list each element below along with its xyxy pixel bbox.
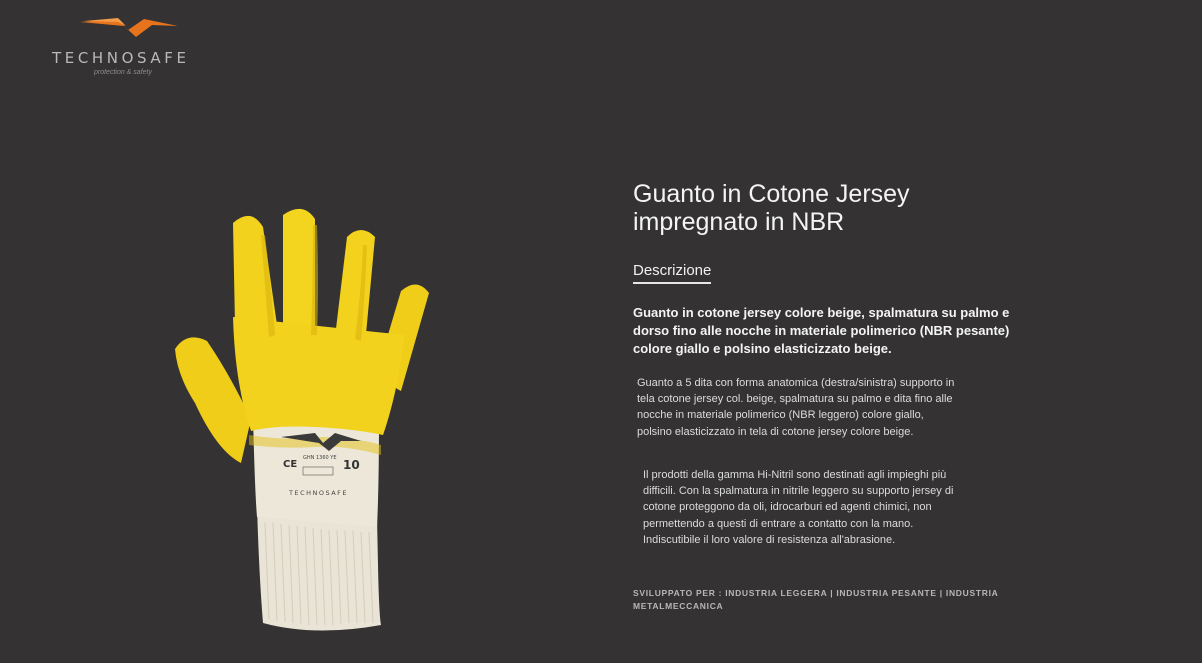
description-heading: Descrizione — [633, 262, 711, 284]
label-brand: TECHNOSAFE — [289, 489, 349, 497]
logo-wordmark: TECHNOSAFE — [52, 49, 190, 67]
logo-tagline: protection & safety — [94, 69, 152, 76]
size-number: 10 — [343, 458, 360, 472]
ce-mark: CE — [283, 459, 298, 470]
developed-for-industries: SVILUPPATO PER : INDUSTRIA LEGGERA | INDUSTRIA PESANTE | INDUSTRIA METALMECCANICA — [633, 588, 999, 611]
description-paragraph-1: Guanto a 5 dita con forma anatomica (destra/sinistra) supporto in tela cotone jersey col. beige, spalmatura su palmo e dita fino alle nocche in materiale polimerico (NBR leggero) colore giallo, polsino elasticizzato in tela di cotone jersey colore beige. — [637, 377, 955, 438]
model-code: GHN 1360 YE — [303, 455, 337, 461]
product-title: Guanto in Cotone Jersey impregnato in NBR — [633, 180, 910, 236]
technosafe-logo[interactable] — [50, 16, 220, 82]
description-lead: Guanto in cotone jersey colore beige, spalmatura su palmo e dorso fino alle nocche in materiale polimerico (NBR pesante) colore giallo e polsino elasticizzato beige. — [633, 305, 1010, 356]
logo-wing-icon — [78, 16, 182, 40]
glove-product-image — [165, 205, 445, 635]
description-paragraph-2: Il prodotti della gamma Hi-Nitril sono destinati agli impieghi più difficili. Con la spalmatura in nitrile leggero su supporto jersey di cotone proteggono da oli, idrocarburi ed agenti chimici, non permettendo a questi di entrare a contatto con la mano. Indiscutibile il loro valore di resistenza all'abrasione. — [643, 469, 954, 546]
